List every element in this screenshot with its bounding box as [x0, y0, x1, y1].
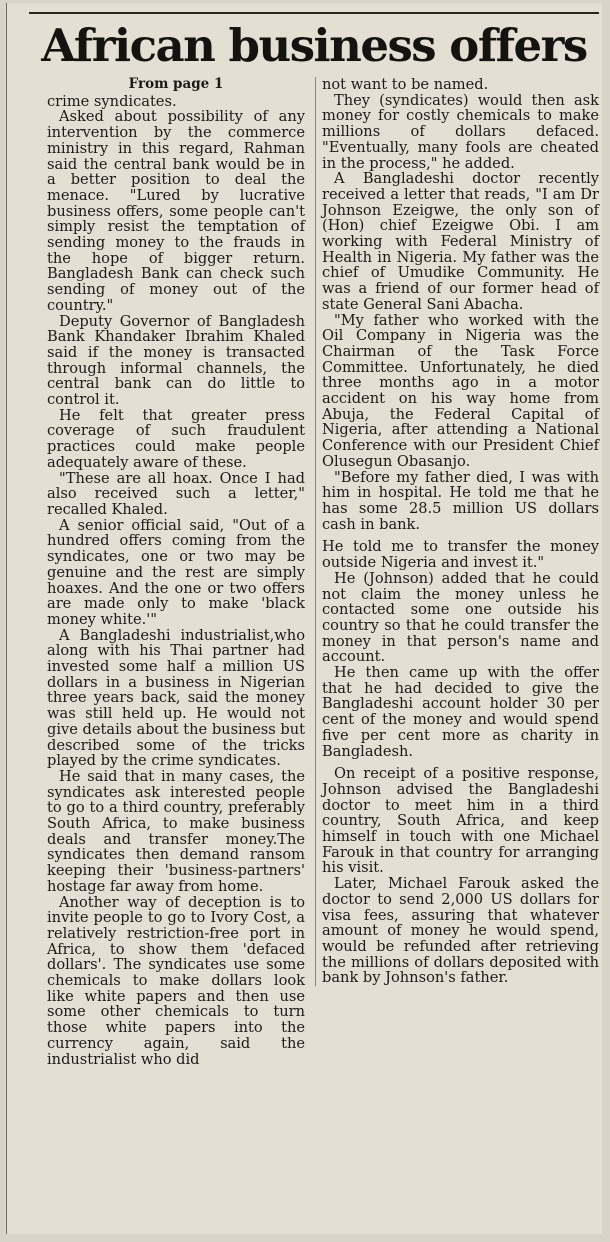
paragraph: "Before my father died, I was with him in hospital. He told me that he has some 28.5 million US dollars cash in bank.: [322, 468, 599, 533]
paragraph: "My father who worked with the Oil Company in Nigeria was the Chairman of the Task Force Committee. Unfortunately, he died three months ago in a motor accident on his way home from Abuja, the Federal Capital of Nigeria, after attending a National Conference with our President Chief Olusegun Obasanjo.: [322, 311, 599, 470]
right-column: [315, 77, 599, 986]
paragraph: A senior official said, "Out of a hundred offers coming from the syndicates, one or two may be genuine and the rest are simply hoaxes. And the one or two offers are made only to make 'black money white.'": [47, 516, 305, 628]
headline: African business offers: [41, 19, 587, 72]
jump-line: From page 1: [128, 76, 224, 92]
paragraph: He felt that greater press coverage of such fraudulent practices could make people adequately aware of these.: [47, 406, 305, 471]
paragraph: Deputy Governor of Bangladesh Bank Khandaker Ibrahim Khaled said if the money is transacted through informal channels, the central bank can do little to control it.: [47, 312, 305, 409]
left-column: [47, 77, 305, 1067]
paragraph: He then came up with the offer that he had decided to give the Bangladeshi account holder 30 per cent of the money and would spend five per cent more as charity in Bangladesh.: [322, 664, 599, 760]
newspaper-clipping: [6, 3, 602, 1234]
top-rule: [29, 12, 599, 14]
paragraph: not want to be named.: [322, 76, 489, 93]
paragraph: He told me to transfer the money outside Nigeria and invest it.": [322, 538, 599, 572]
paragraph: A Bangladeshi industrialist,who along with his Thai partner had invested some half a million US dollars in a business in Nigerian three years back, said the money was still held up. He would not give details about the business but described some of the tricks played by the crime syndicates.: [47, 626, 305, 770]
paragraph: On receipt of a positive response, Johnson advised the Bangladeshi doctor to meet him in a third country, South Africa, and keep himself in touch with one Michael Farouk in that country for arranging his visit.: [322, 765, 599, 877]
paragraph: A Bangladeshi doctor recently received a letter that reads, "I am Dr Johnson Ezeigwe, the only son of (Hon) chief Ezeigwe Obi. I am working with Federal Ministry of Health in Nigeria. My father was the chief of Umudike Community. He was a friend of our former head of state General Sani Abacha.: [322, 170, 599, 313]
paragraph: He (Johnson) added that he could not claim the money unless he contacted some one outside his country so that he could transfer the money in that person's name and account.: [322, 569, 599, 666]
paragraph: Another way of deception is to invite people to go to Ivory Cost, a relatively restriction-free port in Africa, to show them 'defaced dollars'. The syndicates use some chemicals to make dollars look like white papers and then use some other chemicals to turn those white papers into the currency again, said the industrialist who did: [47, 893, 305, 1068]
paragraph: Asked about possibility of any intervention by the commerce ministry in this regard, Rahman said the central bank would be in a better position to deal the menace. "Lured by lucrative business offers, some people can't simply resist the temptation of sending money to the frauds in the hope of bigger return. Bangladesh Bank can check such sending of money out of the country.": [47, 108, 305, 314]
paragraph: "These are all hoax. Once I had also received such a letter," recalled Khaled.: [47, 469, 305, 518]
paragraph: crime syndicates.: [47, 92, 177, 110]
paragraph: Later, Michael Farouk asked the doctor to send 2,000 US dollars for visa fees, assuring that whatever amount of money he would spend, would be refunded after retrieving the millions of dollars deposited with bank by Johnson's father.: [322, 875, 599, 987]
paragraph: They (syndicates) would then ask money for costly chemicals to make millions of dollars defaced. "Eventually, many fools are cheated in the process," he added.: [322, 91, 599, 172]
paragraph: He said that in many cases, the syndicates ask interested people to go to a third country, preferably South Africa, to make business deals and transfer money.The syndicates then demand ransom keeping their 'business-partners' hostage far away from home.: [47, 767, 305, 895]
